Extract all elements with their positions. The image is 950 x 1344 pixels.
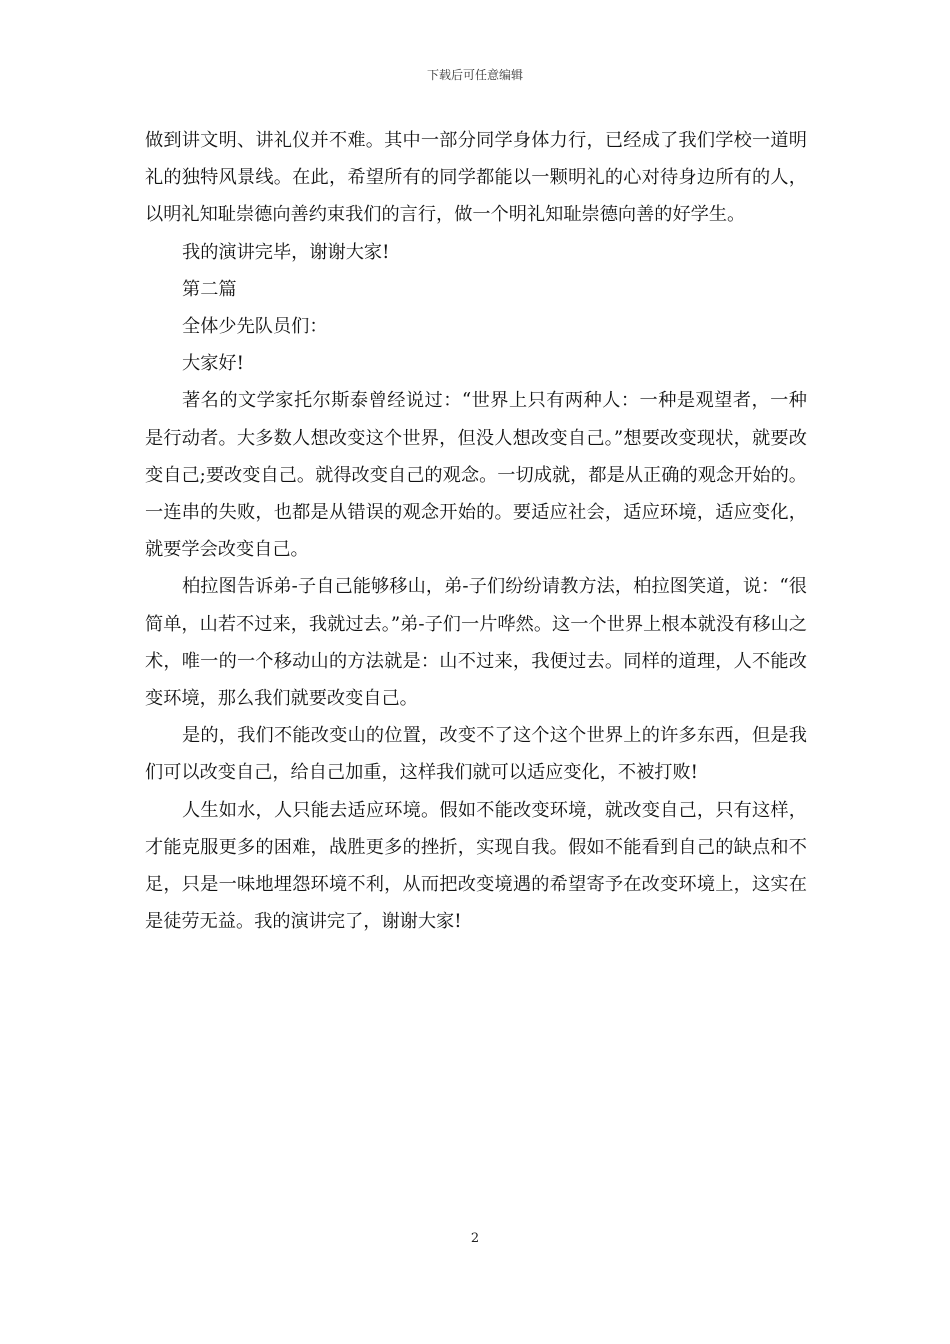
paragraph-greeting: 大家好!	[182, 353, 244, 375]
paragraph-conclusion: 人生如水，人只能去适应环境。假如不能改变环境，就改变自己，只有这样，才能克服更多的困难，战胜更多的挫折，实现自我。假如不能看到自己的缺点和不足，只是一味地埋怨环境不利，从而把改变境遇的希望寄予在改变环境上，这实在是徒劳无益。我的演讲完了，谢谢大家!	[145, 799, 807, 933]
page-number: 2	[470, 1231, 480, 1246]
paragraph-change-self: 是的，我们不能改变山的位置，改变不了这个这个世界上的许多东西，但是我们可以改变自己，给自己加重，这样我们就可以适应变化，不被打败!	[145, 725, 807, 784]
paragraph-closing-remark: 我的演讲完毕，谢谢大家!	[182, 241, 390, 263]
paragraph-continuation: 做到讲文明、讲礼仪并不难。其中一部分同学身体力行，已经成了我们学校一道明礼的独特风景线。在此，希望所有的同学都能以一颗明礼的心对待身边所有的人，以明礼知耻崇德向善约束我们的言行，做一个明礼知耻崇德向善的好学生。	[145, 130, 807, 226]
paragraph-salutation: 全体少先队员们：	[182, 316, 328, 338]
document-body	[145, 122, 807, 940]
paragraph-plato-story: 柏拉图告诉弟-子自己能够移山，弟-子们纷纷请教方法，柏拉图笑道，说：“很简单，山若不过来，我就过去。”弟-子们一片哗然。这一个世界上根本就没有移山之术，唯一的一个移动山的方法就是：山不过来，我便过去。同样的道理，人不能改变环境，那么我们就要改变自己。	[145, 576, 807, 710]
paragraph-tolstoy-quote: 著名的文学家托尔斯泰曾经说过：“世界上只有两种人：一种是观望者，一种是行动者。大多数人想改变这个世界，但没人想改变自己。”想要改变现状，就要改变自己;要改变自己。就得改变自己的观念。一切成就，都是从正确的观念开始的。一连串的失败，也都是从错误的观念开始的。要适应社会，适应环境，适应变化，就要学会改变自己。	[145, 390, 807, 561]
section-heading: 第二篇	[182, 278, 237, 300]
page-header: 下载后可任意编辑	[426, 68, 523, 82]
